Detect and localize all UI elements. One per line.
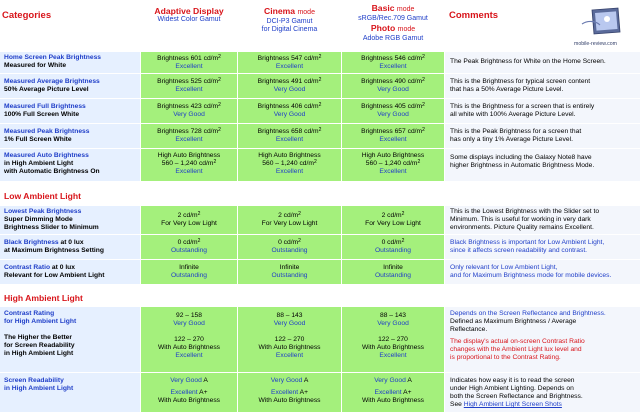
- row-category-title: Contrast Ratio: [4, 264, 51, 271]
- row-category-title: Contrast Rating: [4, 310, 55, 317]
- header-categories: Categories: [2, 10, 52, 21]
- col1-title: Adaptive Display: [154, 6, 224, 16]
- rating-text: Very Good: [273, 86, 306, 93]
- header-comments: Comments: [449, 10, 499, 21]
- rating-text: Excellent: [379, 63, 407, 70]
- col2-subtitle1: DCI-P3 Gamut: [266, 18, 313, 25]
- table-row: Screen Readability in High Ambient Light Very Good A Excellent A+ With Auto Brightness Very Good A Excellent A+ With Auto Brightness Very Good A Excellent A+ With Auto Brightness Indicates how easy it is to read the screen under High Ambient Lighting. Depends on both the Screen Reflectance and Brightness. See High Ambient Light Screen Shots: [0, 373, 640, 412]
- row-category-subtitle: Measured for White: [4, 62, 67, 69]
- col1-subtitle: Widest Color Gamut: [157, 16, 221, 23]
- table-row: Measured Peak Brightness 1% Full Screen White Brightness 728 $cd/m^2$ Excellent Brightness 658 $cd/m^2$ Excellent Brightness 657 $cd/m^2$ Excellent This is the Peak Brightness for a screen that has only a tiny 1% Average Picture Level.: [0, 124, 640, 148]
- table-row: Measured Average Brightness 50% Average Picture Level Brightness 525 $cd/m^2$ Excellent Brightness 491 $cd/m^2$ Very Good Brightness 490 $cd/m^2$ Very Good This is the Brightness for typical screen content that has a 50% Average Picture Level.: [0, 74, 640, 98]
- table-row: Black Brightness at 0 lux at Maximum Brightness Setting 0 $cd/m^2$ Outstanding 0 $cd/m^2$ Outstanding 0 $cd/m^2$ Outstanding Black Brightness is important for Low Ambient Light, since it affects screen readability and contrast.: [0, 235, 640, 259]
- col3-title2-mode: mode: [397, 26, 416, 34]
- row-category-title: Measured Average Brightness: [4, 78, 100, 85]
- col2-title-mode: mode: [297, 9, 315, 16]
- col3-subtitle2: Adobe RGB Gamut: [362, 35, 424, 43]
- rating-text: Very Good: [377, 86, 409, 93]
- table-row: Home Screen Peak Brightness Measured for White Brightness 601 $cd/m^2$ Excellent Brightness 547 $cd/m^2$ Excellent Brightness 546 $cd/m^2$ Excellent The Peak Brightness for White on the Home Screen.: [0, 52, 640, 73]
- row-category-title: Measured Full Brightness: [4, 103, 86, 110]
- row-category-title: Home Screen Peak Brightness: [4, 54, 102, 61]
- header-adaptive-display: [141, 0, 237, 52]
- value-text: Brightness 546 cd/m: [361, 55, 423, 62]
- table-row: Measured Auto Brightness in High Ambient Light with Automatic Brightness On High Auto Brightness 560 – 1,240 $cd/m^2$ Excellent High Auto Brightness 560 – 1,240 $cd/m^2$ Excellent High Auto Brightness 560 – 1,240 $cd/m^2$ Excellent Some displays including the Galaxy Note8 have higher Brightness in Automatic Brightness Mode.: [0, 149, 640, 181]
- table-row: Measured Full Brightness 100% Full Screen White Brightness 423 $cd/m^2$ Very Good Brightness 406 $cd/m^2$ Very Good Brightness 405 $cd/m^2$ Very Good This is the Brightness for a screen that is entirely all white with 100% Average Picture Level.: [0, 99, 640, 123]
- row-category-subtitle: 1% Full Screen White: [4, 136, 72, 143]
- header-basic-photo-mode: [342, 0, 444, 52]
- value-text: Brightness 601 cd/m: [157, 55, 219, 62]
- comment-text: The Peak Brightness for White on the Home Screen.: [450, 58, 606, 65]
- col3-title: Basic: [371, 3, 395, 13]
- value-text: Brightness 547 cd/m: [257, 55, 319, 62]
- section-high-ambient-light: High Ambient Light: [4, 293, 83, 303]
- col3-title2: Photo: [370, 23, 396, 34]
- row-category-title: Measured Peak Brightness: [4, 128, 90, 135]
- row-category-title: Lowest Peak Brightness: [4, 208, 82, 215]
- rating-text: Excellent: [175, 63, 203, 70]
- row-category-title: Black Brightness: [4, 239, 59, 246]
- row-category-subtitle: 50% Average Picture Level: [4, 86, 89, 93]
- rating-text: Excellent: [275, 63, 304, 70]
- section-low-ambient-light: Low Ambient Light: [4, 191, 82, 201]
- mobile-review-logo: [574, 6, 636, 48]
- header-cinema-mode: [238, 0, 341, 52]
- rating-text: Excellent: [175, 86, 203, 93]
- col2-subtitle2: for Digital Cinema: [261, 26, 318, 34]
- table-row: Contrast Ratio at 0 lux Relevant for Low Ambient Light Infinite Outstanding Infinite Outstanding Infinite Outstanding Only relevant for Low Ambient Light, and for Maximum Brightness mode for mobile devices.: [0, 260, 640, 284]
- col3-subtitle1: sRGB/Rec.709 Gamut: [358, 15, 428, 22]
- high-ambient-screenshots-link[interactable]: High Ambient Light Screen Shots: [463, 401, 562, 408]
- row-category-subtitle: 100% Full Screen White: [4, 111, 80, 118]
- col3-title-mode: mode: [396, 6, 415, 13]
- table-row: Lowest Peak Brightness Super Dimming Mode Brightness Slider to Minimum 2 $cd/m^2$ For Very Low Light 2 $cd/m^2$ For Very Low Light 2 $cd/m^2$ For Very Low Light This is the Lowest Brightness with the Slider set to Minimum. This is useful for working in very dark environments. Picture Quality remains Excellent.: [0, 206, 640, 234]
- table-row: Contrast Rating for High Ambient Light The Higher the Better for Screen Readability in High Ambient Light 92 – 158 Very Good 122 – 270 With Auto Brightness Excellent 88 – 143 Very Good 122 – 270 With Auto Brightness Excellent 88 – 143 Very Good 122 – 270 With Auto Brightness Excellent Depends on the Screen Reflectance and Brightness. Defined as Maximum Brightness / Average Reflectance. The display's actual on-screen Contrast Ratio changes with the Ambient Light lux level and is proportional to the Contrast Rating.: [0, 307, 640, 372]
- col2-title: Cinema: [264, 6, 296, 16]
- row-category-title: Screen Readability: [4, 377, 64, 384]
- row-category-title: Measured Auto Brightness: [4, 152, 89, 159]
- logo-text: mobile-review.com: [574, 41, 617, 47]
